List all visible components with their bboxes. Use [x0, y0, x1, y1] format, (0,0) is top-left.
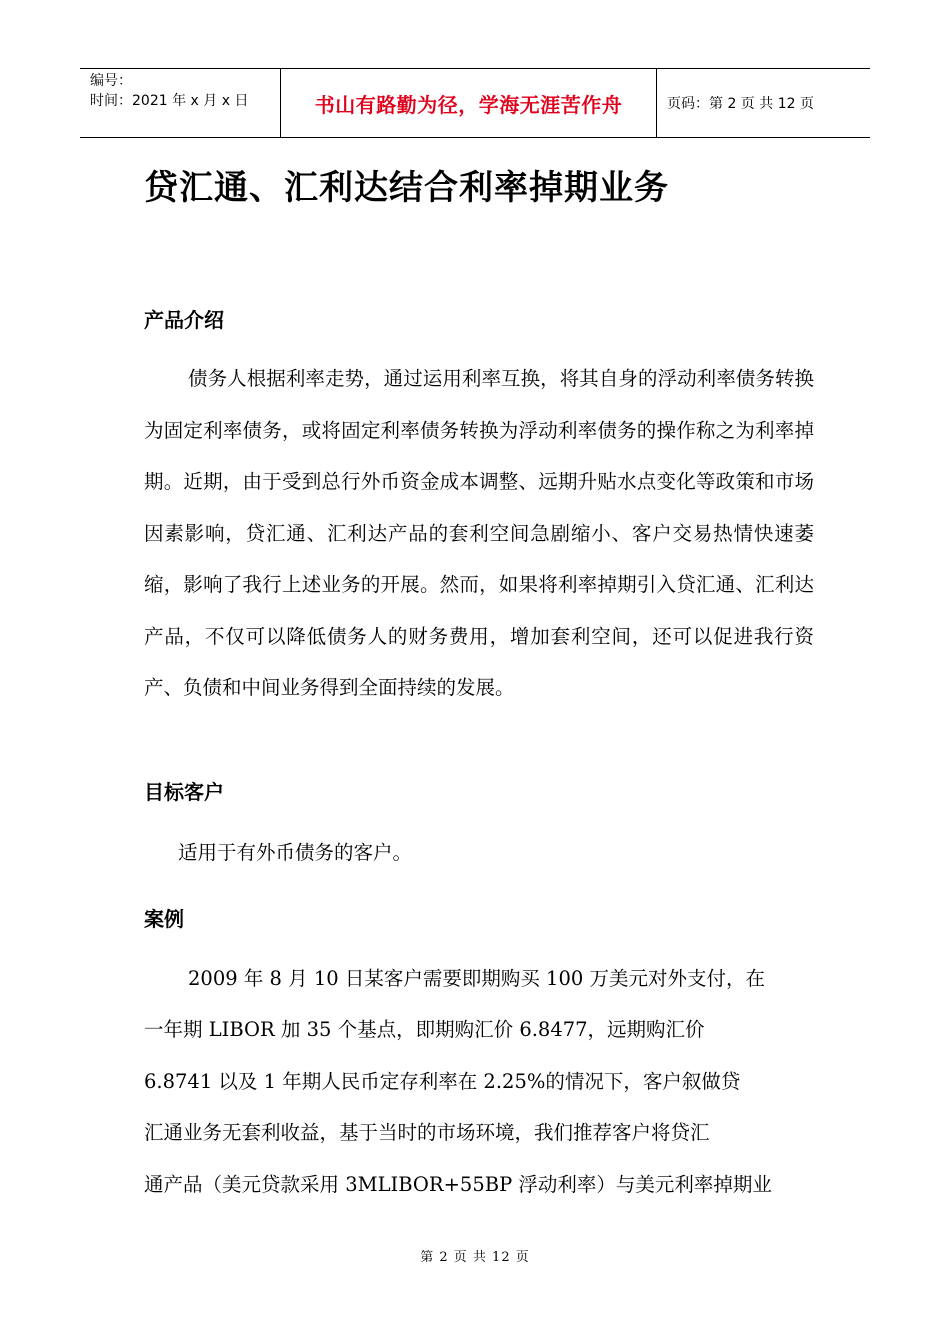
- heading-case: 案例: [144, 907, 184, 931]
- case-line: 汇通业务无套利收益，基于当时的市场环境，我们推荐客户将贷汇: [144, 1121, 710, 1144]
- page-footer: 第 2 页 共 12 页: [420, 1250, 530, 1265]
- target-paragraph: 适用于有外币债务的客户。: [178, 841, 413, 864]
- date-label: 时间：2021 年 x 月 x 日: [90, 93, 249, 109]
- heading-intro: 产品介绍: [144, 308, 224, 332]
- case-line: 6.8741 以及 1 年期人民币定存利率在 2.25%的情况下，客户叙做贷: [144, 1070, 741, 1093]
- header-meta: [80, 69, 280, 137]
- header-page-info: 页码：第 2 页 共 12 页: [667, 96, 814, 112]
- case-line: 一年期 LIBOR 加 35 个基点，即期购汇价 6.8477，远期购汇价: [144, 1018, 705, 1041]
- case-line: 通产品（美元贷款采用 3MLIBOR+55BP 浮动利率）与美元利率掉期业: [144, 1173, 772, 1196]
- header-motto: 书山有路勤为径，学海无涯苦作舟: [280, 69, 657, 137]
- case-line: 2009 年 8 月 10 日某客户需要即期购买 100 万美元对外支付，在: [188, 967, 765, 990]
- intro-paragraph: 债务人根据利率走势，通过运用利率互换，将其自身的浮动利率债务转换为固定利率债务，或将固定利率债务转换为浮动利率债务的操作称之为利率掉期。近期，由于受到总行外币资金成本调整、远期升贴水点变化等政策和市场因素影响，贷汇通、汇利达产品的套利空间急剧缩小、客户交易热情快速萎缩，影响了我行上述业务的开展。然而，如果将利率掉期引入贷汇通、汇利达产品，不仅可以降低债务人的财务费用，增加套利空间，还可以促进我行资产、负债和中间业务得到全面持续的发展。: [144, 367, 814, 699]
- document-title: 贷汇通、汇利达结合利率掉期业务: [144, 168, 669, 208]
- page-header: [80, 68, 870, 138]
- heading-target: 目标客户: [144, 780, 224, 804]
- number-label: 编号：: [90, 73, 132, 89]
